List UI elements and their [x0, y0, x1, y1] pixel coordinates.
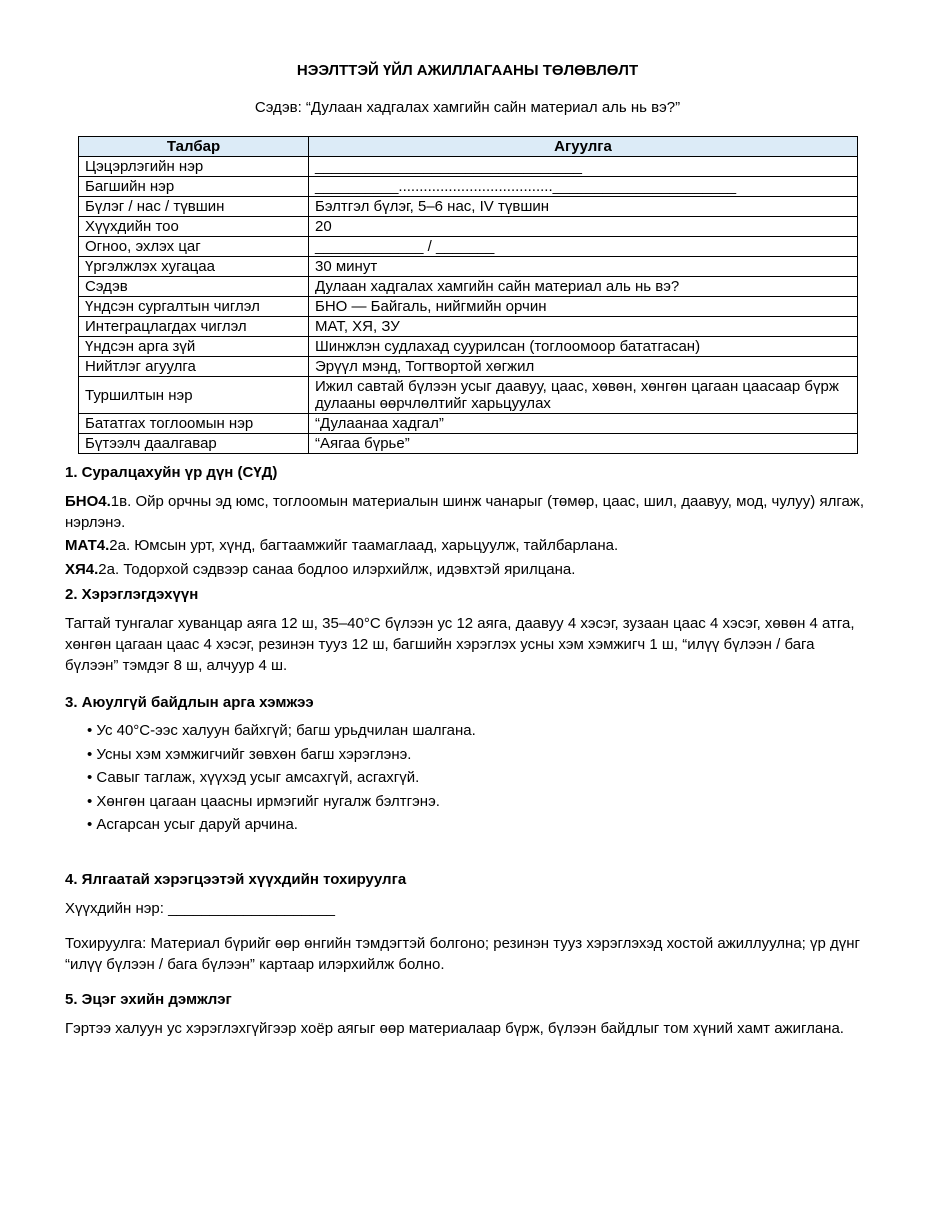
table-cell-field: Огноо, эхлэх цаг [79, 237, 309, 257]
table-cell-field: Хүүхдийн тоо [79, 217, 309, 237]
table-row [79, 317, 858, 337]
list-item: • Хөнгөн цагаан цаасны ирмэгийг нугалж бэлтгэнэ. [87, 792, 440, 810]
materials-text: Тагтай тунгалаг хуванцар аяга 12 ш, 35–40°C бүлээн ус 12 аяга, даавуу 4 хэсэг, зузаан цаас 4 хэсэг, хөвөн 4 атга, хөнгөн цагаан цаас 4 хэсэг, резинэн тууз 12 ш, багшийн хэрэглэх усны хэм хэмжигч 1 ш, “илүү бүлээн / бага бүлээн” тэмдэг 8 ш, алчуур 4 ш. [65, 615, 855, 674]
child-name-line: Хүүхдийн нэр: ____________________ [65, 899, 335, 917]
table-row [79, 357, 858, 377]
table-cell-value: Дулаан хадгалах хамгийн сайн материал аль нь вэ? [309, 277, 858, 297]
table-cell-value: БНО — Байгаль, нийгмийн орчин [309, 297, 858, 317]
document-title: НЭЭЛТТЭЙ ҮЙЛ АЖИЛЛАГААНЫ ТӨЛӨВЛӨЛТ [296, 62, 639, 79]
document-body [65, 462, 865, 1039]
table-row [79, 297, 858, 317]
section-heading-materials: 2. Хэрэглэгдэхүүн [65, 586, 199, 603]
outcome-text: 2а. Тодорхой сэдвээр санаа бодлоо илэрхийлж, идэвхтэй ярилцана. [98, 561, 576, 578]
table-cell-field: Цэцэрлэгийн нэр [79, 157, 309, 177]
list-item: • Асгарсан усыг даруй арчина. [87, 816, 298, 833]
section-heading-safety: 3. Аюулгүй байдлын арга хэмжээ [65, 694, 314, 711]
table-header-row [79, 137, 858, 157]
table-row [79, 414, 858, 434]
table-row [79, 337, 858, 357]
table-row [79, 237, 858, 257]
table-cell-value: _____________ / _______ [309, 237, 858, 257]
outcome-text: 2а. Юмсын урт, хүнд, багтаамжийг таамаглаад, харьцуулж, тайлбарлана. [109, 537, 619, 554]
table-cell-value: Ижил савтай бүлээн усыг даавуу, цаас, хөвөн, хөнгөн цагаан цаасаар бүрж дулааны өөрчлөлтийг харьцуулах [309, 377, 858, 414]
table-cell-field: Бататгах тоглоомын нэр [79, 414, 309, 434]
safety-list [65, 720, 865, 836]
list-item: • Усны хэм хэмжигчийг зөвхөн багш хэрэглэнэ. [87, 745, 412, 763]
table-row [79, 177, 858, 197]
table-row [79, 157, 858, 177]
table-cell-field: Багшийн нэр [79, 177, 309, 197]
outcome-item [65, 559, 865, 580]
table-row [79, 377, 858, 414]
table-cell-value: “Дулаанаа хадгал” [309, 414, 858, 434]
section-heading-adaptation: 4. Ялгаатай хэрэгцээтэй хүүхдийн тохируулга [65, 870, 407, 888]
outcome-code: ХЯ4. [65, 561, 99, 578]
adaptation-text: Тохируулга: Материал бүрийг өөр өнгийн тэмдэгтэй болгоно; резинэн тууз хэрэглэхэд хостой ажиллуулна; үр дүнг “илүү бүлээн / бага бүлээн” картаар илэрхийлж болно. [65, 934, 861, 973]
outcome-code: МАТ4. [65, 537, 110, 554]
table-cell-value: 20 [309, 217, 858, 237]
table-cell-field: Интеграцлагдах чиглэл [79, 317, 309, 337]
table-cell-field: Бүтээлч даалгавар [79, 434, 309, 454]
table-cell-value: ________________________________ [309, 157, 858, 177]
table-row [79, 257, 858, 277]
section-heading-parents: 5. Эцэг эхийн дэмжлэг [65, 990, 232, 1008]
table-cell-value: Шинжлэн судлахад суурилсан (тоглоомоор бататгасан) [309, 337, 858, 357]
table-cell-field: Үндсэн сургалтын чиглэл [79, 297, 309, 317]
table-row [79, 434, 858, 454]
table-cell-value: Эрүүл мэнд, Тогтвортой хөгжил [309, 357, 858, 377]
table-header-field: Талбар [79, 137, 309, 157]
table-cell-value: Бэлтгэл бүлэг, 5–6 нас, IV түвшин [309, 197, 858, 217]
table-cell-value: 30 минут [309, 257, 858, 277]
table-header-content: Агуулга [309, 137, 858, 157]
outcome-item [65, 491, 865, 533]
outcome-text: 1в. Ойр орчны эд юмс, тоглоомын материалын шинж чанарыг (төмөр, цаас, шил, даавуу, мод, чулуу) ялгаж, нэрлэнэ. [65, 493, 865, 531]
document-subtitle: Сэдэв: “Дулаан хадгалах хамгийн сайн материал аль нь вэ?” [254, 99, 681, 116]
info-table [78, 136, 858, 454]
outcome-item [65, 535, 865, 556]
table-cell-field: Үндсэн арга зүй [79, 337, 309, 357]
table-cell-value: МАТ, ХЯ, ЗУ [309, 317, 858, 337]
outcome-code: БНО4. [65, 493, 111, 510]
list-item: • Савыг таглаж, хүүхэд усыг амсахгүй, асгахгүй. [87, 769, 420, 786]
list-item: • Ус 40°C-ээс халуун байхгүй; багш урьдчилан шалгана. [87, 722, 476, 739]
table-row [79, 197, 858, 217]
table-row [79, 277, 858, 297]
table-cell-field: Үргэлжлэх хугацаа [79, 257, 309, 277]
table-cell-value: __________.....................................______________________ [309, 177, 858, 197]
table-cell-field: Туршилтын нэр [79, 377, 309, 414]
section-heading-outcomes: 1. Суралцахуйн үр дүн (СҮД) [65, 464, 278, 481]
table-cell-field: Бүлэг / нас / түвшин [79, 197, 309, 217]
table-cell-field: Нийтлэг агуулга [79, 357, 309, 377]
table-cell-field: Сэдэв [79, 277, 309, 297]
table-cell-value: “Аягаа бүрье” [309, 434, 858, 454]
parents-text: Гэртээ халуун ус хэрэглэхгүйгээр хоёр аягыг өөр материалаар бүрж, бүлээн байдлыг том хүний хамт ажиглана. [65, 1019, 844, 1037]
table-row [79, 217, 858, 237]
